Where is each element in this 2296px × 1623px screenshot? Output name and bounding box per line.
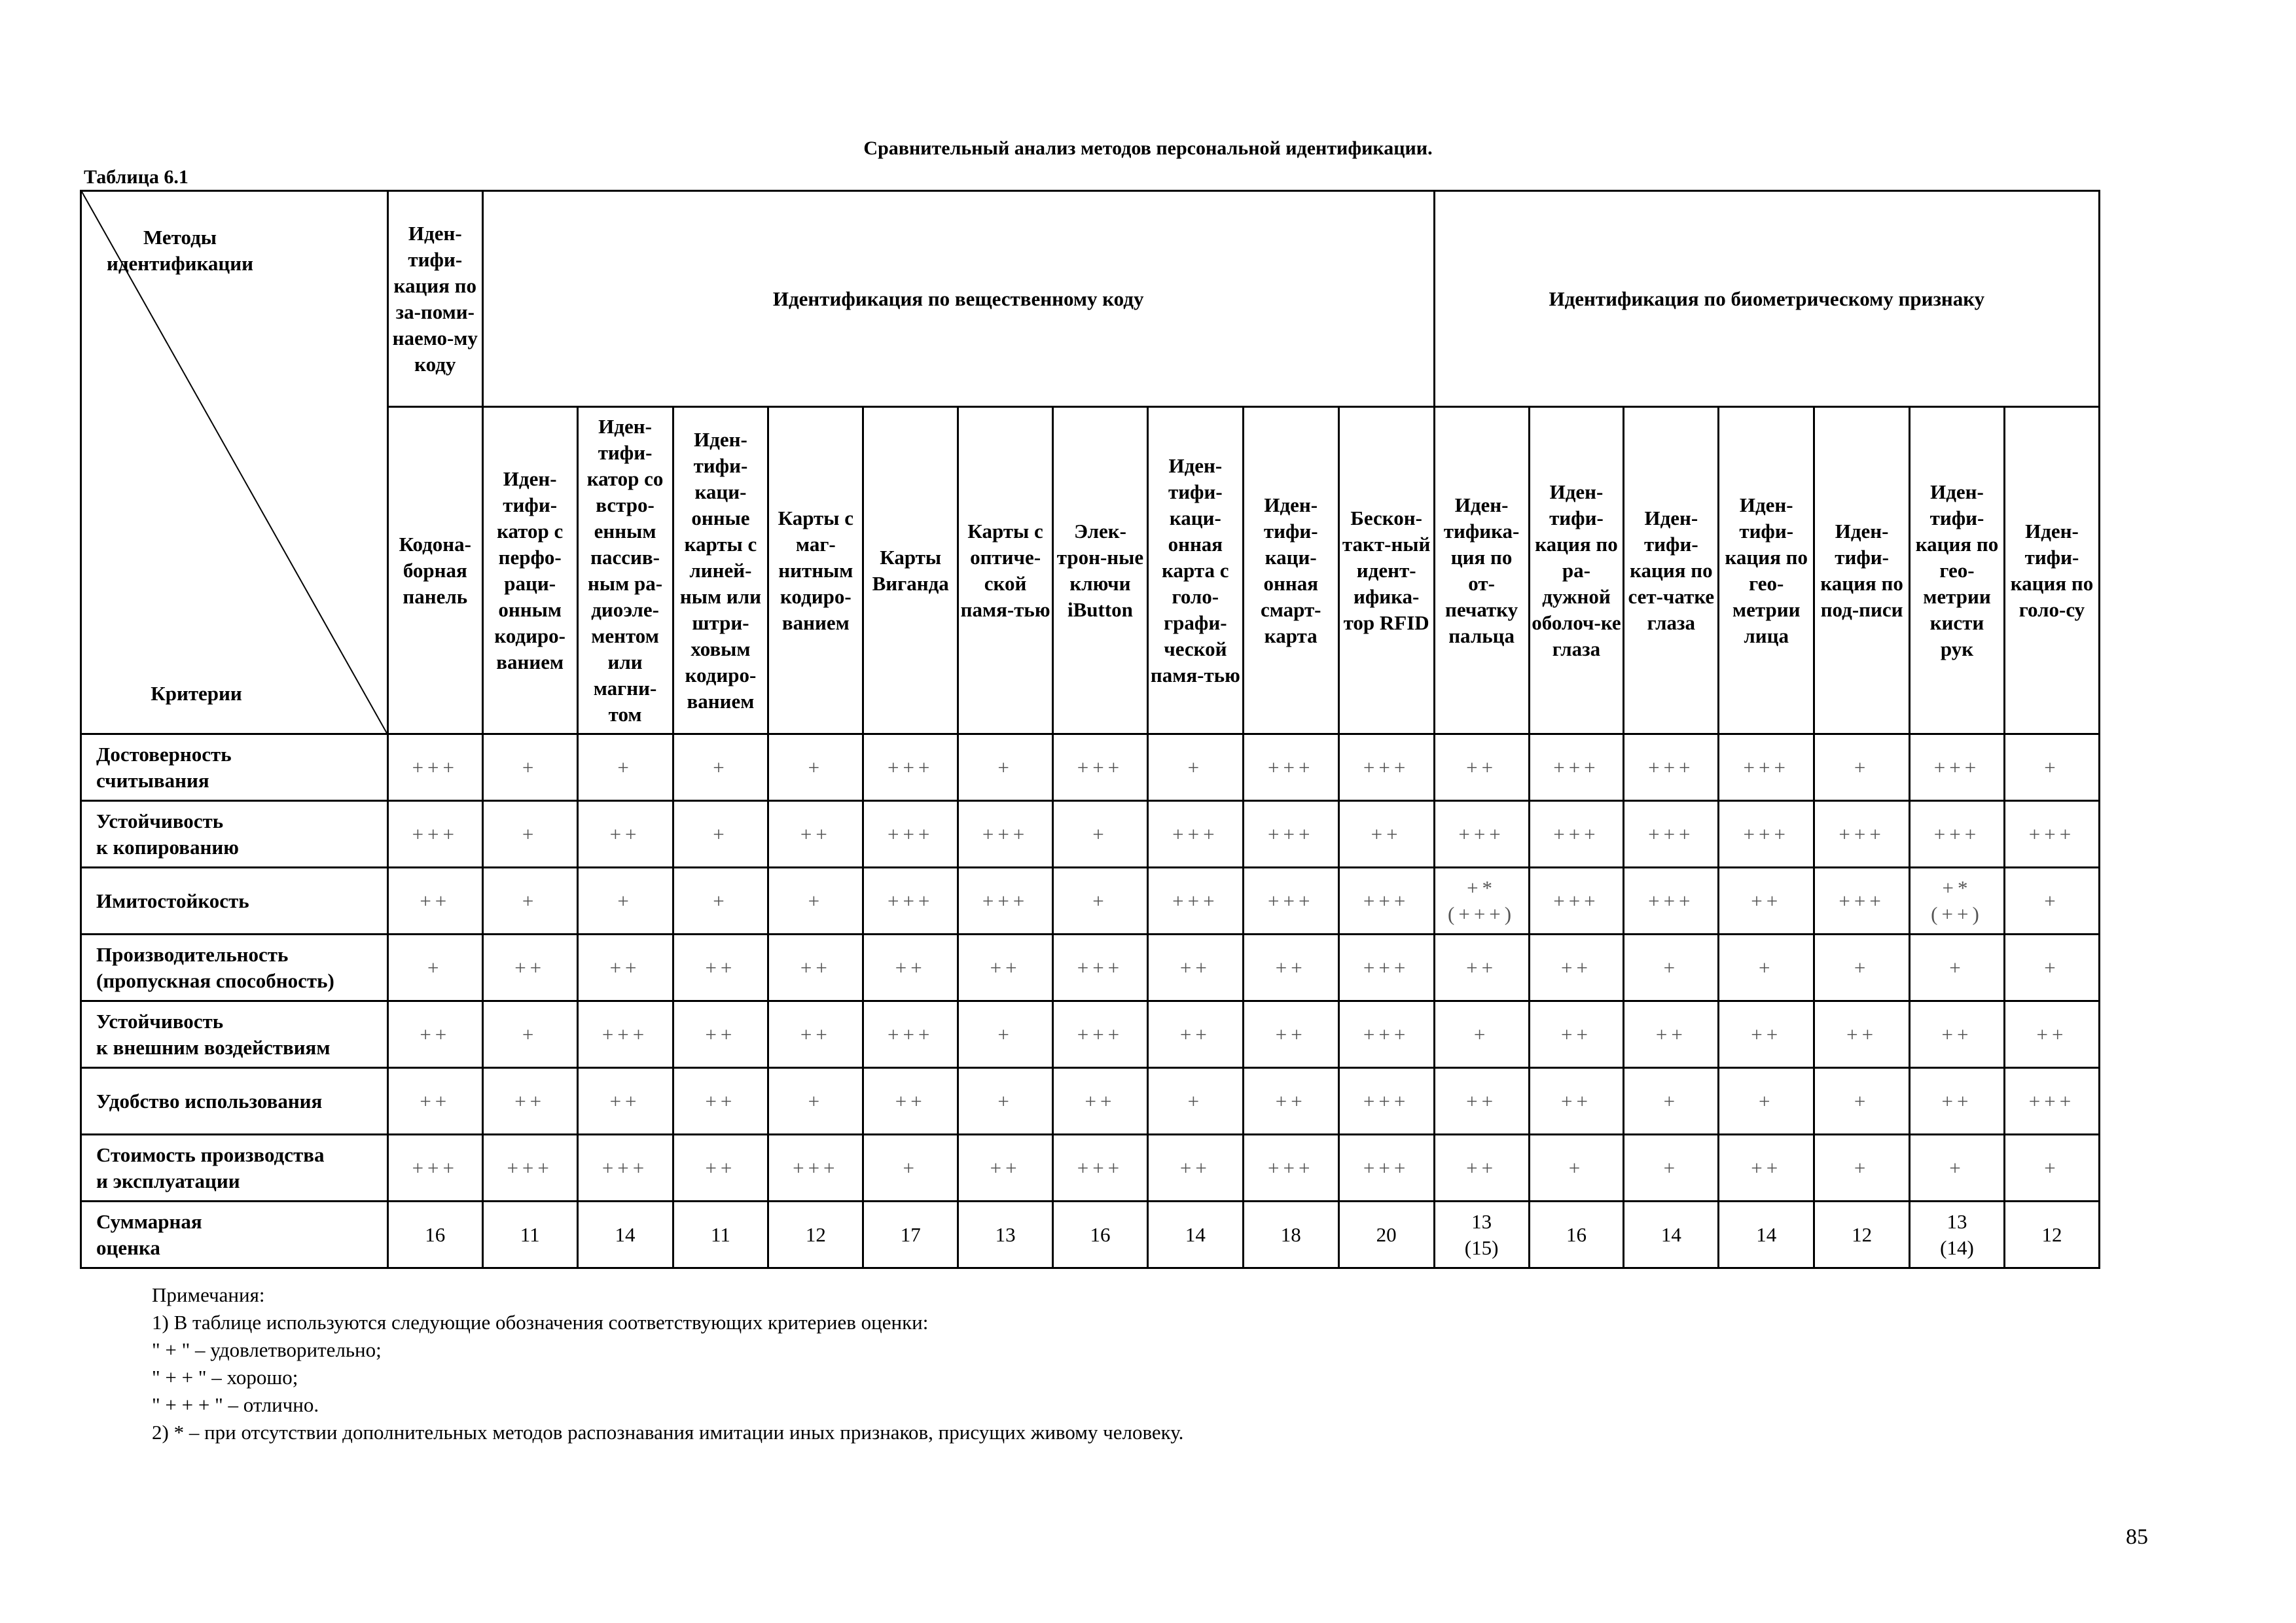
rating-cell: +: [1910, 1135, 2005, 1202]
rating-cell: ++: [387, 1068, 482, 1135]
rating-cell: ++: [1434, 734, 1529, 801]
rating-cell: +++: [387, 801, 482, 868]
rating-cell: +* (+++): [1434, 868, 1529, 935]
table-row: [81, 1202, 2100, 1268]
column-header: [577, 407, 673, 734]
column-header: [1910, 407, 2005, 734]
rating-cell: ++: [1053, 1068, 1148, 1135]
rating-cell: ++: [673, 1001, 768, 1068]
rating-cell: +: [863, 1135, 958, 1202]
column-header-label: Иден-тифи-кация по голо-су: [2010, 519, 2094, 621]
total-score-cell: 13 (15): [1434, 1202, 1529, 1268]
rating-cell: ++: [387, 868, 482, 935]
rating-cell: +++: [1338, 935, 1434, 1001]
rating-cell: +: [387, 935, 482, 1001]
rating-cell: ++: [673, 1068, 768, 1135]
rating-cell: +: [1719, 1068, 1814, 1135]
rating-cell: ++: [768, 1001, 863, 1068]
rating-cell: +++: [1053, 1001, 1148, 1068]
column-header-label: Карты с маг-нитным кодиро-ванием: [778, 506, 853, 634]
rating-cell: ++: [1147, 935, 1243, 1001]
rating-cell: ++: [768, 801, 863, 868]
rating-cell: +: [1147, 1068, 1243, 1135]
rating-cell: ++: [1814, 1001, 1910, 1068]
notes-heading: Примечания:: [152, 1283, 265, 1306]
rating-cell: +++: [577, 1001, 673, 1068]
column-header: [2004, 407, 2099, 734]
rating-cell: ++: [863, 935, 958, 1001]
rating-cell: ++: [673, 935, 768, 1001]
column-header: [673, 407, 768, 734]
rating-cell: ++: [577, 801, 673, 868]
rating-cell: +: [482, 801, 577, 868]
note-line: 1) В таблице используются следующие обозначения соответствующих критериев оценки:: [152, 1311, 929, 1334]
rating-cell: +++: [1338, 868, 1434, 935]
rating-cell: ++: [958, 935, 1053, 1001]
rating-cell: ++: [1910, 1001, 2005, 1068]
rating-cell: +: [1053, 801, 1148, 868]
rating-cell: +: [1814, 734, 1910, 801]
column-header: [1529, 407, 1624, 734]
rating-cell: ++: [2004, 1001, 2099, 1068]
rating-cell: ++: [482, 935, 577, 1001]
comparison-table: [80, 190, 2100, 1269]
criterion-cell: Производительность (пропускная способность): [81, 935, 388, 1001]
rating-cell: ++: [1529, 935, 1624, 1001]
rating-cell: ++: [1434, 1068, 1529, 1135]
column-header-label: Иден-тифи-каци-онная карта с голо-графи-ческой памя-тью: [1150, 454, 1240, 687]
column-header: [863, 407, 958, 734]
rating-cell: ++: [387, 1001, 482, 1068]
total-score-cell: 16: [1053, 1202, 1148, 1268]
rating-cell: +++: [1434, 801, 1529, 868]
rating-cell: ++: [1434, 1135, 1529, 1202]
rating-cell: +: [2004, 1135, 2099, 1202]
criterion-cell: Стоимость производства и эксплуатации: [81, 1135, 388, 1202]
group-header-physical: [482, 191, 1434, 407]
rating-cell: ++: [1910, 1068, 2005, 1135]
total-score-cell: 14: [1719, 1202, 1814, 1268]
rating-cell: +++: [1053, 734, 1148, 801]
column-header-label: Иден-тифи-кация по сет-чатке глаза: [1628, 506, 1715, 634]
rating-cell: +: [958, 1001, 1053, 1068]
rating-cell: ++: [863, 1068, 958, 1135]
rating-cell: +++: [1910, 734, 2005, 801]
rating-cell: +: [1624, 1068, 1719, 1135]
column-header-label: Иден-тифи-катор с перфо-раци-онным кодиро-ванием: [494, 467, 565, 673]
rating-cell: +++: [577, 1135, 673, 1202]
criterion-cell: Устойчивость к копированию: [81, 801, 388, 868]
rating-cell: +: [1529, 1135, 1624, 1202]
column-header-label: Карты с оптиче-ской памя-тью: [960, 519, 1050, 621]
column-header: [768, 407, 863, 734]
rating-cell: ++: [1338, 801, 1434, 868]
rating-cell: +++: [1338, 1135, 1434, 1202]
rating-cell: +: [1624, 1135, 1719, 1202]
table-row: [81, 801, 2100, 868]
total-score-cell: 14: [1147, 1202, 1243, 1268]
group-header-physical-label: Идентификация по вещественному коду: [772, 287, 1144, 310]
rating-cell: +++: [1147, 801, 1243, 868]
rating-cell: ++: [1243, 1001, 1338, 1068]
table-row: [81, 868, 2100, 935]
note-line: " + + + " – отлично.: [152, 1393, 319, 1416]
table-row: [81, 935, 2100, 1001]
rating-cell: +: [1814, 1068, 1910, 1135]
rating-cell: ++: [768, 935, 863, 1001]
column-header-label: Элек-трон-ные ключи iButton: [1056, 519, 1144, 621]
total-score-cell: 14: [1624, 1202, 1719, 1268]
rating-cell: +: [2004, 868, 2099, 935]
group-header-memorized-label: Иден-тифи-кация по за-поми-наемо-му коду: [392, 221, 478, 376]
rating-cell: +++: [1910, 801, 2005, 868]
rating-cell: +: [768, 868, 863, 935]
group-header-biometric-label: Идентификация по биометрическому признаку: [1549, 287, 1985, 310]
rating-cell: ++: [1147, 1001, 1243, 1068]
criterion-cell: Удобство использования: [81, 1068, 388, 1135]
corner-cell: [81, 191, 388, 734]
rating-cell: +++: [863, 868, 958, 935]
rating-cell: +++: [863, 734, 958, 801]
column-header-label: Иден-тифи-каци-онная смарт-карта: [1260, 493, 1321, 647]
column-header: [482, 407, 577, 734]
rating-cell: +++: [1624, 734, 1719, 801]
rating-cell: +++: [1147, 868, 1243, 935]
rating-cell: +++: [1814, 801, 1910, 868]
rating-cell: +++: [1338, 1001, 1434, 1068]
rating-cell: +++: [1814, 868, 1910, 935]
rating-cell: +* (++): [1910, 868, 2005, 935]
rating-cell: +: [482, 1001, 577, 1068]
rating-cell: ++: [1529, 1068, 1624, 1135]
column-header-label: Иден-тифика-ция по от-печатку пальца: [1443, 493, 1520, 647]
rating-cell: +: [1719, 935, 1814, 1001]
table-label: Таблица 6.1: [84, 166, 188, 188]
column-header: [1243, 407, 1338, 734]
rating-cell: +++: [1243, 868, 1338, 935]
rating-cell: +++: [1053, 935, 1148, 1001]
rating-cell: ++: [1719, 1135, 1814, 1202]
total-score-cell: 12: [768, 1202, 863, 1268]
rating-cell: +++: [863, 1001, 958, 1068]
rating-cell: +: [1814, 1135, 1910, 1202]
rating-cell: +++: [1243, 1135, 1338, 1202]
table-row: [81, 1001, 2100, 1068]
table-row: [81, 1068, 2100, 1135]
rating-cell: +: [673, 734, 768, 801]
rating-cell: ++: [1719, 868, 1814, 935]
column-header: [1053, 407, 1148, 734]
total-score-cell: 14: [577, 1202, 673, 1268]
rating-cell: +: [958, 1068, 1053, 1135]
rating-cell: +++: [1624, 801, 1719, 868]
rating-cell: +++: [1529, 868, 1624, 935]
column-header-label: Иден-тифи-катор со встро-енным пассив-ным ра-диоэле-ментом или магни-том: [586, 414, 664, 726]
notes: [152, 1281, 1183, 1446]
corner-methods-label: Методы идентификации: [106, 226, 254, 275]
rating-cell: +++: [958, 801, 1053, 868]
group-header-memorized: [387, 191, 482, 407]
column-header: [1814, 407, 1910, 734]
total-score-cell: 13: [958, 1202, 1053, 1268]
rating-cell: ++: [1624, 1001, 1719, 1068]
rating-cell: +++: [2004, 801, 2099, 868]
rating-cell: +++: [1719, 801, 1814, 868]
header-row-groups: [81, 191, 2100, 407]
column-header-label: Иден-тифи-кация по гео-метрии кисти рук: [1915, 480, 1999, 660]
rating-cell: +++: [1243, 801, 1338, 868]
total-score-cell: 11: [482, 1202, 577, 1268]
rating-cell: +++: [387, 734, 482, 801]
total-score-cell: 11: [673, 1202, 768, 1268]
column-header-label: Иден-тифи-кация по гео-метрии лица: [1725, 493, 1808, 647]
group-header-biometric: [1434, 191, 2099, 407]
rating-cell: +: [768, 734, 863, 801]
table-row: [81, 734, 2100, 801]
rating-cell: +++: [482, 1135, 577, 1202]
rating-cell: +: [1147, 734, 1243, 801]
rating-cell: +++: [1529, 801, 1624, 868]
rating-cell: +: [768, 1068, 863, 1135]
rating-cell: +: [1434, 1001, 1529, 1068]
column-header: [387, 407, 482, 734]
column-header-label: Карты Виганда: [872, 545, 949, 595]
column-header-label: Иден-тифи-кация по ра-дужной оболоч-ке глаза: [1532, 480, 1621, 660]
column-header: [1434, 407, 1529, 734]
rating-cell: +: [673, 801, 768, 868]
rating-cell: ++: [673, 1135, 768, 1202]
page-number: 85: [2126, 1525, 2148, 1549]
rating-cell: +: [673, 868, 768, 935]
column-header: [1624, 407, 1719, 734]
total-score-cell: 17: [863, 1202, 958, 1268]
rating-cell: +: [1910, 935, 2005, 1001]
column-header-label: Бескон-такт-ный идент-ифика-тор RFID: [1342, 506, 1431, 634]
document-title: Сравнительный анализ методов персональной идентификации.: [863, 137, 1433, 159]
rating-cell: +++: [1338, 1068, 1434, 1135]
total-score-cell: 20: [1338, 1202, 1434, 1268]
rating-cell: ++: [577, 935, 673, 1001]
rating-cell: ++: [1529, 1001, 1624, 1068]
note-line: " + " – удовлетворительно;: [152, 1338, 382, 1361]
rating-cell: +: [577, 868, 673, 935]
rating-cell: ++: [1719, 1001, 1814, 1068]
rating-cell: +++: [863, 801, 958, 868]
column-header-label: Иден-тифи-каци-онные карты с линей-ным или штри-ховым кодиро-ванием: [679, 427, 761, 713]
total-score-cell: 16: [1529, 1202, 1624, 1268]
rating-cell: +++: [768, 1135, 863, 1202]
rating-cell: ++: [1243, 1068, 1338, 1135]
column-header-label: Кодона-борная панель: [399, 532, 471, 608]
total-score-cell: 13 (14): [1910, 1202, 2005, 1268]
column-header: [1719, 407, 1814, 734]
rating-cell: +++: [1719, 734, 1814, 801]
rating-cell: ++: [1434, 935, 1529, 1001]
rating-cell: +++: [2004, 1068, 2099, 1135]
rating-cell: +++: [1624, 868, 1719, 935]
column-header: [1147, 407, 1243, 734]
rating-cell: +: [482, 734, 577, 801]
note-line: 2) * – при отсутствии дополнительных методов распознавания имитации иных признаков, присущих живому человеку.: [152, 1421, 1184, 1444]
column-header-label: Иден-тифи-кация по под-писи: [1820, 519, 1903, 621]
total-score-cell: 18: [1243, 1202, 1338, 1268]
rating-cell: +++: [1243, 734, 1338, 801]
rating-cell: +++: [958, 868, 1053, 935]
column-header: [1338, 407, 1434, 734]
rating-cell: ++: [958, 1135, 1053, 1202]
rating-cell: ++: [1147, 1135, 1243, 1202]
rating-cell: +: [958, 734, 1053, 801]
rating-cell: +++: [1529, 734, 1624, 801]
criterion-cell: Устойчивость к внешним воздействиям: [81, 1001, 388, 1068]
rating-cell: +: [1053, 868, 1148, 935]
rating-cell: ++: [1243, 935, 1338, 1001]
total-score-cell: 12: [2004, 1202, 2099, 1268]
rating-cell: ++: [577, 1068, 673, 1135]
note-line: " + + " – хорошо;: [152, 1366, 298, 1389]
table-row: [81, 1135, 2100, 1202]
rating-cell: +++: [387, 1135, 482, 1202]
criterion-cell: Имитостойкость: [81, 868, 388, 935]
total-score-cell: 16: [387, 1202, 482, 1268]
rating-cell: +: [2004, 734, 2099, 801]
rating-cell: +: [577, 734, 673, 801]
rating-cell: +++: [1053, 1135, 1148, 1202]
rating-cell: +++: [1338, 734, 1434, 801]
corner-criteria-label: Критерии: [151, 682, 242, 705]
rating-cell: +: [1814, 935, 1910, 1001]
total-score-cell: 12: [1814, 1202, 1910, 1268]
criterion-cell: Достоверность считывания: [81, 734, 388, 801]
rating-cell: +: [1624, 935, 1719, 1001]
rating-cell: +: [482, 868, 577, 935]
criterion-cell: Суммарная оценка: [81, 1202, 388, 1268]
rating-cell: ++: [482, 1068, 577, 1135]
rating-cell: +: [2004, 935, 2099, 1001]
column-header: [958, 407, 1053, 734]
